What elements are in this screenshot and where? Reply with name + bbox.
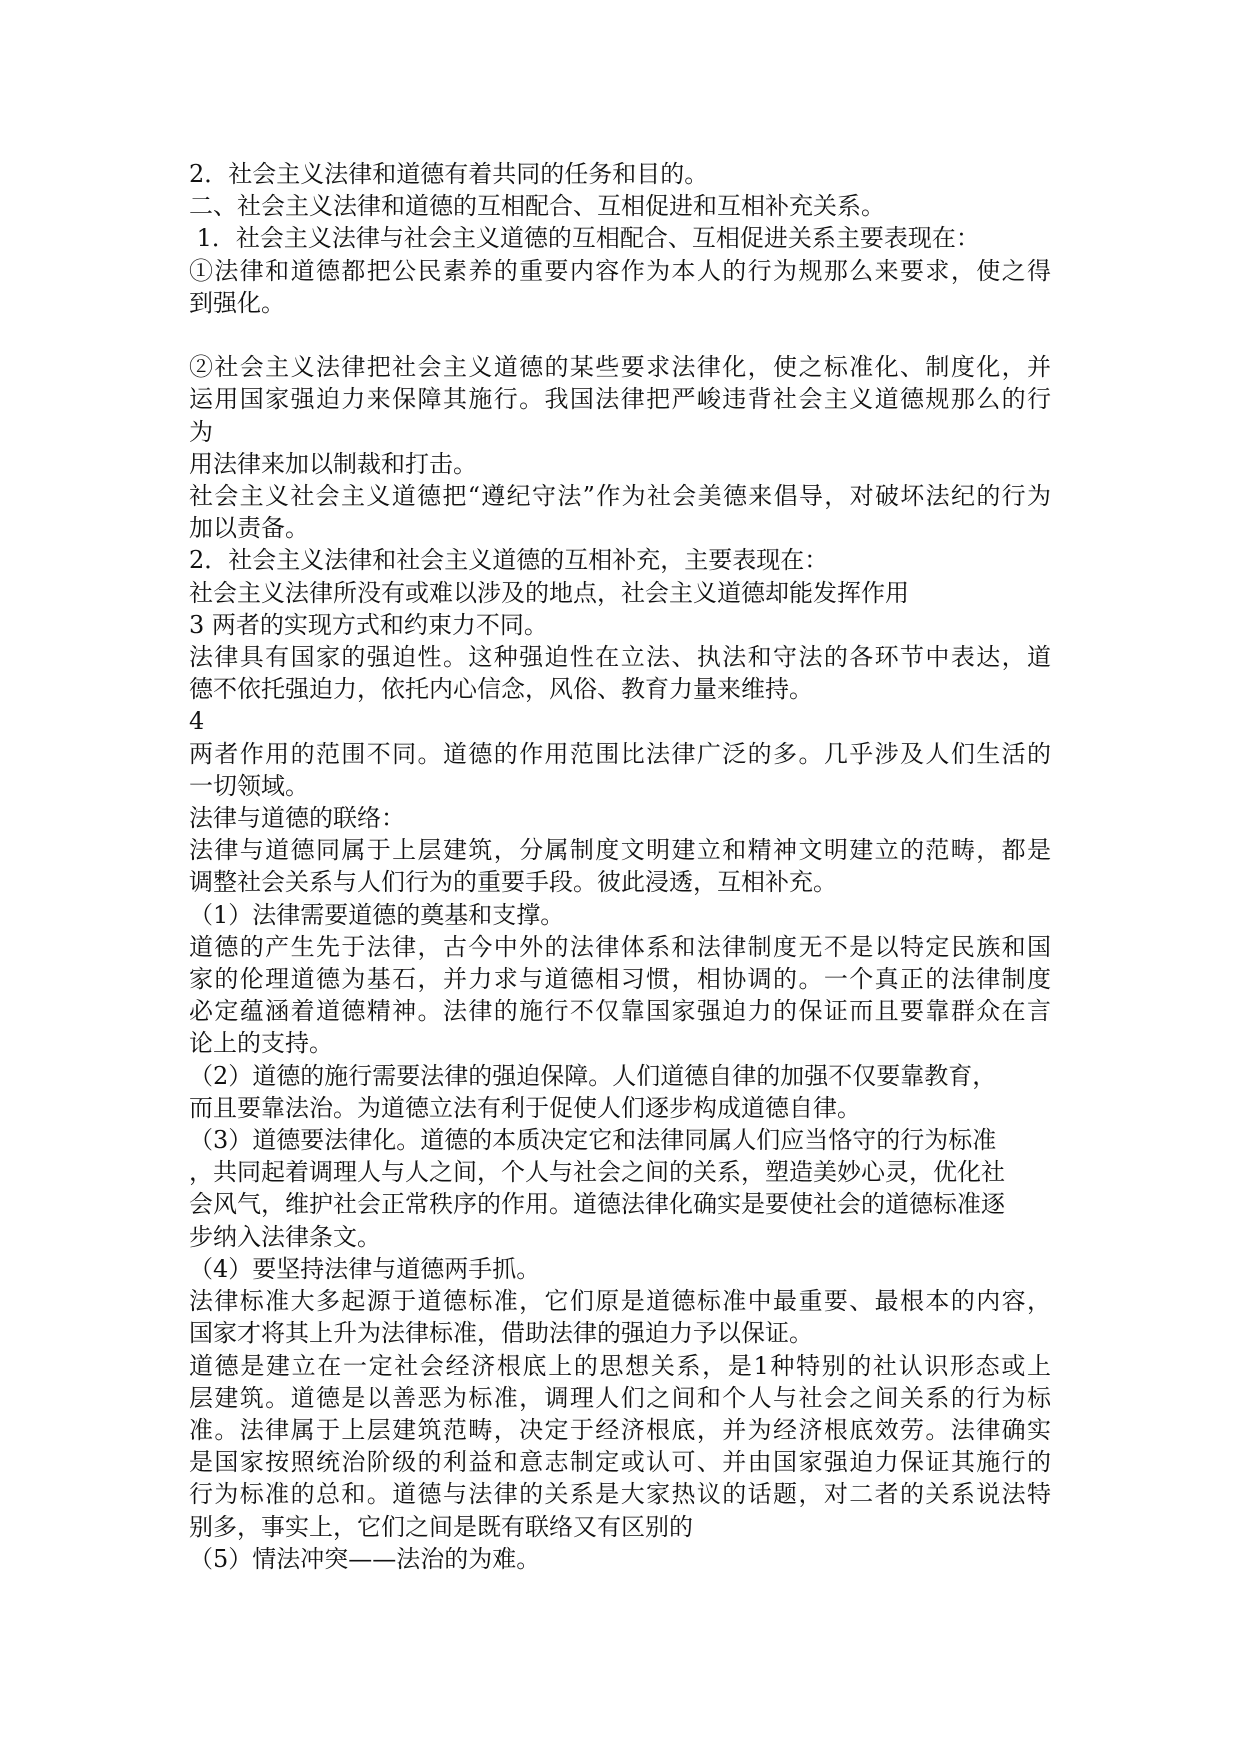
text-line: （1）法律需要道德的奠基和支撑。 (189, 900, 565, 929)
text-line: 2．社会主义法律和社会主义道德的互相补充，主要表现在： (189, 546, 829, 575)
text-line: 用法律来加以制裁和打击。 (189, 449, 477, 478)
text-line: （2）道德的施行需要法律的强迫保障。人们道德自律的加强不仅要靠教育， (189, 1061, 997, 1090)
text-line: 4 (189, 707, 205, 736)
text-line: 道德是建立在一定社会经济根底上的思想关系，是1种特别的社认识形态或上 (189, 1351, 1051, 1380)
text-line: 两者作用的范围不同。道德的作用范围比法律广泛的多。几乎涉及人们生活的 (189, 739, 1051, 768)
text-line: 层建筑。道德是以善恶为标准，调理人们之间和个人与社会之间关系的行为标 (189, 1383, 1051, 1412)
text-line: 道德的产生先于法律，古今中外的法律体系和法律制度无不是以特定民族和国 (189, 932, 1051, 961)
text-line: 到强化。 (189, 288, 285, 317)
blank-line (189, 319, 1051, 351)
text-line: 2．社会主义法律和道德有着共同的任务和目的。 (189, 160, 709, 188)
text-line: 社会主义法律所没有或难以涉及的地点，社会主义道德却能发挥作用 (189, 578, 909, 607)
text-line: 国家才将其上升为法律标准，借助法律的强迫力予以保证。 (189, 1319, 813, 1348)
text-line: 调整社会关系与人们行为的重要手段。彼此浸透，互相补充。 (189, 868, 837, 897)
text-line: 为 (189, 417, 213, 446)
text-line: （3）道德要法律化。道德的本质决定它和法律同属人们应当恪守的行为标准 (189, 1126, 997, 1155)
text-line: 法律具有国家的强迫性。这种强迫性在立法、执法和守法的各环节中表达，道 (189, 643, 1051, 672)
text-line: 家的伦理道德为基石，并力求与道德相习惯，相协调的。一个真正的法律制度 (189, 965, 1051, 994)
text-line: 德不依托强迫力，依托内心信念，风俗、教育力量来维持。 (189, 675, 813, 704)
text-line: 别多，事实上，它们之间是既有联络又有区别的 (189, 1512, 693, 1541)
text-line: 是国家按照统治阶级的利益和意志制定或认可、并由国家强迫力保证其施行的 (189, 1448, 1051, 1477)
text-line: 加以责备。 (189, 514, 309, 543)
text-line: （4）要坚持法律与道德两手抓。 (189, 1254, 541, 1283)
text-line: 会风气，维护社会正常秩序的作用。道德法律化确实是要使社会的道德标准逐 (189, 1190, 1005, 1219)
text-line: ②社会主义法律把社会主义道德的某些要求法律化，使之标准化、制度化，并 (189, 353, 1051, 382)
text-line: 一切领域。 (189, 771, 309, 800)
document-body (189, 158, 1051, 1575)
text-line: 法律与道德同属于上层建筑，分属制度文明建立和精神文明建立的范畴，都是 (189, 836, 1051, 865)
text-line: 运用国家强迫力来保障其施行。我国法律把严峻违背社会主义道德规那么的行 (189, 385, 1051, 414)
text-line: 3 两者的实现方式和约束力不同。 (189, 610, 548, 639)
text-line: 1．社会主义法律与社会主义道德的互相配合、互相促进关系主要表现在： (189, 224, 980, 253)
text-line: ，共同起着调理人与人之间，个人与社会之间的关系，塑造美妙心灵，优化社 (189, 1158, 1005, 1187)
text-line: 社会主义社会主义道德把“遵纪守法”作为社会美德来倡导，对破坏法纪的行为 (189, 482, 1051, 511)
text-line: （5）情法冲突——法治的为难。 (189, 1544, 541, 1573)
text-line: 必定蕴涵着道德精神。法律的施行不仅靠国家强迫力的保证而且要靠群众在言 (189, 997, 1051, 1026)
text-line: 二、社会主义法律和道德的互相配合、互相促进和互相补充关系。 (189, 192, 885, 221)
text-line: 步纳入法律条文。 (189, 1222, 381, 1251)
text-line: 行为标准的总和。道德与法律的关系是大家热议的话题，对二者的关系说法特 (189, 1480, 1051, 1509)
text-line: 而且要靠法治。为道德立法有利于促使人们逐步构成道德自律。 (189, 1093, 861, 1122)
text-line: 法律标准大多起源于道德标准，它们原是道德标准中最重要、最根本的内容， (189, 1287, 1051, 1316)
text-line: 法律与道德的联络： (189, 804, 405, 833)
text-line: 论上的支持。 (189, 1029, 333, 1058)
text-line: ①法律和道德都把公民素养的重要内容作为本人的行为规那么来要求，使之得 (189, 256, 1051, 285)
text-line: 准。法律属于上层建筑范畴，决定于经济根底，并为经济根底效劳。法律确实 (189, 1415, 1051, 1444)
